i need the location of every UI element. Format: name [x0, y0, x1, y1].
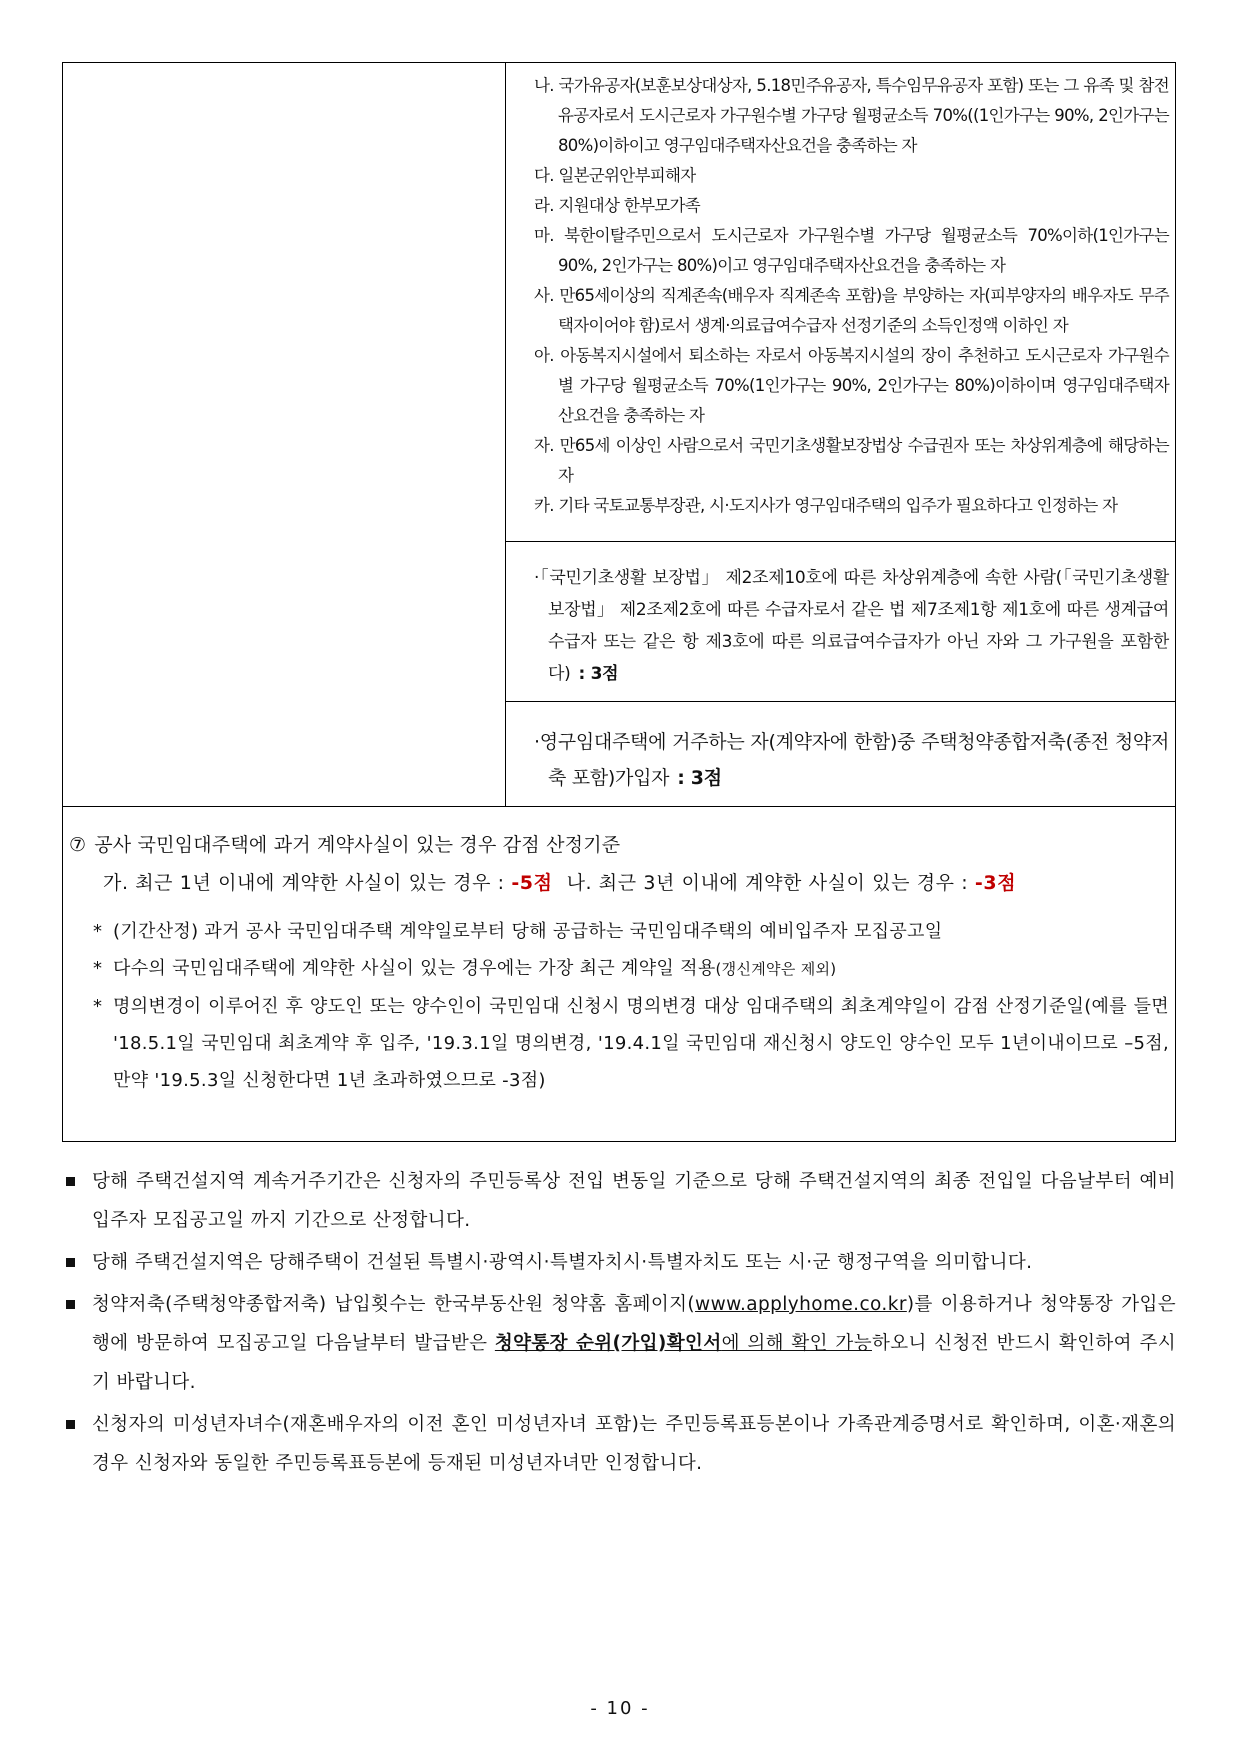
- rules-list: [62, 1162, 1176, 1486]
- applyhome-link[interactable]: www.applyhome.co.kr: [695, 1294, 907, 1315]
- rule-text: 신청자의 미성년자녀수(재혼배우자의 이전 혼인 미성년자녀 포함)는 주민등록표등본이나 가족관계증명서로 확인하며, 이혼·재혼의 경우 신청자와 동일한 주민등록표등본에 등재된 미성년자녀만 인정합니다.: [92, 1414, 1176, 1474]
- note-text: (기간산정) 과거 공사 국민임대주택 계약일로부터 당해 공급하는 국민임대주택의 예비입주자 모집공고일: [113, 921, 943, 942]
- case-b-points: -3점: [974, 872, 1017, 894]
- list-item: 카. 기타 국토교통부장관, 시·도지사가 영구임대주택의 입주가 필요하다고 인정하는 자: [534, 496, 1118, 515]
- rule-item: [62, 1162, 1176, 1240]
- square-bullet-icon: [66, 1420, 75, 1429]
- list-item: 자. 만65세 이상인 사람으로서 국민기초생활보장법상 수급권자 또는 차상위계층에 해당하는 자: [534, 436, 1169, 485]
- rule-text: 하오니 신청전 반드시 확인하여 주시기 바랍니다.: [92, 1333, 1176, 1393]
- deduction-title: [69, 827, 1169, 863]
- list-item: 다. 일본군위안부피해자: [534, 166, 696, 185]
- savings-criterion: [534, 724, 1169, 796]
- asterisk: *: [93, 958, 103, 979]
- asterisk: *: [93, 996, 103, 1017]
- list-item: 아. 아동복지시설에서 퇴소하는 자로서 아동복지시설의 장이 추천하고 도시근로자 가구원수별 가구당 월평균소득 70%(1인가구는 90%, 2인가구는 80%)이하이며 영구임대주택자산요건을 충족하는 자: [534, 346, 1169, 425]
- asterisk: *: [93, 921, 103, 942]
- certificate-name: 청약통장 순위(가입)확인서: [494, 1333, 722, 1354]
- rule-text: 당해 주택건설지역은 당해주택이 건설된 특별시·광역시·특별자치시·특별자치도 또는 시·군 행정구역을 의미합니다.: [92, 1252, 1033, 1273]
- rule-text: 청약저축(주택청약종합저축) 납입횟수는 한국부동산원 청약홈 홈페이지(: [92, 1294, 696, 1315]
- savings-points: : 3점: [677, 767, 722, 789]
- bullet-dot: ·: [534, 731, 540, 753]
- note-text: 명의변경이 이루어진 후 양도인 또는 양수인이 국민임대 신청시 명의변경 대상 임대주택의 최초계약일이 감점 산정기준일(예를 들면 '18.5.1일 국민임대 최초계약 후 입주, '19.3.1일 명의변경, '19.4.1일 국민임대 재신청시 양도인 양수인 모두 1년이내이므로 –5점, 만약 '19.5.3일 신청한다면 1년 초과하였으므로 -3점): [113, 996, 1169, 1091]
- list-item: 라. 지원대상 한부모가족: [534, 196, 701, 215]
- eligibility-list: [534, 71, 1169, 521]
- table-top-row: [63, 63, 1175, 807]
- rule-item: [62, 1285, 1176, 1402]
- eligibility-list-cell: [506, 63, 1175, 541]
- rule-text: 당해 주택건설지역 계속거주기간은 신청자의 주민등록상 전입 변동일 기준으로 당해 주택건설지역의 최종 전입일 다음날부터 예비입주자 모집공고일 까지 기간으로 산정합니다.: [92, 1171, 1176, 1231]
- list-item: 나. 국가유공자(보훈보상대상자, 5.18민주유공자, 특수임무유공자 포함) 또는 그 유족 및 참전유공자로서 도시근로자 가구원수별 가구당 월평균소득 70%((1인가구는 90%, 2인가구는 80%)이하이고 영구임대주택자산요건을 충족하는 자: [534, 76, 1169, 155]
- savings-text: 영구임대주택에 거주하는 자(계약자에 한함)중 주택청약종합저축(종전 청약저축 포함)가입자: [539, 731, 1169, 789]
- deduction-cases: [103, 863, 1169, 903]
- circled-number: ⑦: [69, 834, 87, 856]
- case-a-points: -5점: [511, 872, 553, 894]
- note-item: [69, 988, 1169, 1099]
- near-poor-criterion: [534, 562, 1169, 690]
- deduction-notes: [69, 913, 1169, 1099]
- note-item: [69, 950, 1169, 988]
- list-item: 사. 만65세이상의 직계존속(배우자 직계존속 포함)을 부양하는 자(피부양자의 배우자도 무주택자이어야 함)로서 생계·의료급여수급자 선정기준의 소득인정액 이하인 자: [534, 286, 1169, 335]
- square-bullet-icon: [66, 1300, 75, 1309]
- rule-item: [62, 1243, 1176, 1282]
- near-poor-text: 「국민기초생활 보장법」 제2조제10호에 따른 차상위계층에 속한 사람(「국민기초생활 보장법」 제2조제2호에 따른 수급자로서 같은 법 제7조제1항 제1호에 따른 생계급여 수급자 또는 같은 항 제3호에 따른 의료급여수급자가 아닌 자와 그 가구원을 포함한다): [539, 568, 1169, 684]
- scoring-table: [62, 62, 1176, 1142]
- case-b-text: 나. 최근 3년 이내에 계약한 사실이 있는 경우 :: [566, 872, 969, 894]
- criteria-cell: [506, 63, 1175, 806]
- rule-text: )를 이용하거나 청약통장 가입은행에 방문하여 모집공고일 다음날부터 발급받은: [92, 1294, 1177, 1354]
- page-number: - 10 -: [590, 1698, 650, 1719]
- list-item: 마. 북한이탈주민으로서 도시근로자 가구원수별 가구당 월평균소득 70%이하(1인가구는 90%, 2인가구는 80%)이고 영구임대주택자산요건을 충족하는 자: [534, 226, 1169, 275]
- rule-text-underlined: 에 의해 확인 가능: [721, 1333, 872, 1354]
- near-poor-points: : 3점: [578, 664, 619, 684]
- empty-left-cell: [63, 63, 506, 806]
- case-a-text: 가. 최근 1년 이내에 계약한 사실이 있는 경우 :: [103, 872, 505, 894]
- note-item: [69, 913, 1169, 950]
- bullet-dot: ·: [534, 568, 540, 588]
- note-text: 다수의 국민임대주택에 계약한 사실이 있는 경우에는 가장 최근 계약일 적용: [113, 958, 716, 979]
- square-bullet-icon: [66, 1177, 75, 1186]
- savings-cell: [506, 701, 1175, 806]
- deduction-title-text: 공사 국민임대주택에 과거 계약사실이 있는 경우 감점 산정기준: [94, 834, 621, 856]
- square-bullet-icon: [66, 1258, 75, 1267]
- note-small-text: (갱신계약은 제외): [715, 960, 837, 978]
- near-poor-cell: [506, 541, 1175, 701]
- rule-item: [62, 1405, 1176, 1483]
- deduction-cell: [63, 807, 1175, 1141]
